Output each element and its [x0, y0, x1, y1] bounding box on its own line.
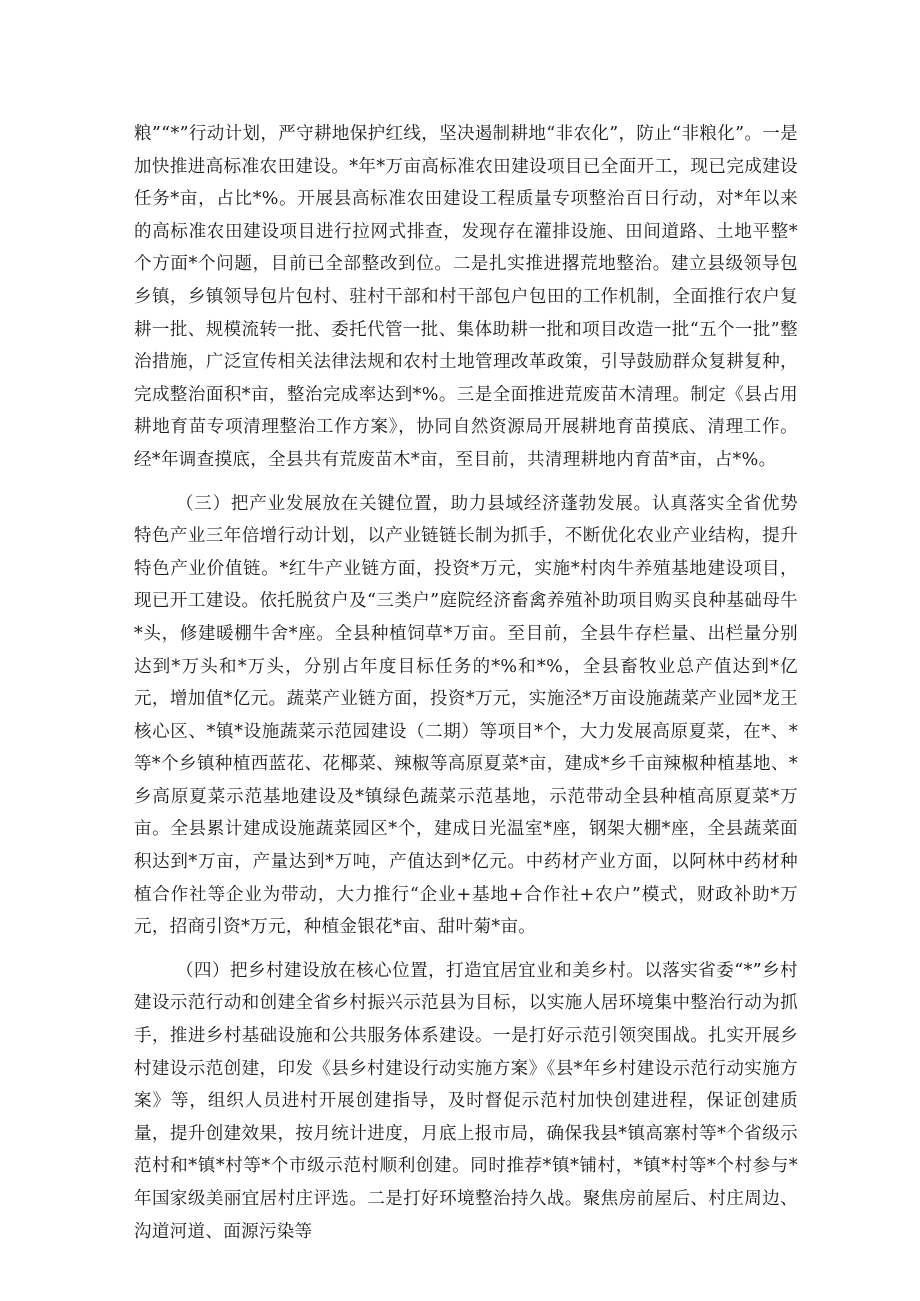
paragraph-rural-construction: （四）把乡村建设放在核心位置，打造宜居宜业和美乡村。以落实省委“*”乡村建设示范行动和创建全省乡村振兴示范县为目标，以实施人居环境集中整治行动为抓手，推进乡村基础设施和公共服务体系建设。一是打好示范引领突围战。扎实开展乡村建设示范创建，印发《县乡村建设行动实施方案》《县*年乡村建设示范行动实施方案》等，组织人员进村开展创建指导，及时督促示范村加快创建进程，保证创建质量，提升创建效果，按月统计进度，月底上报市局，确保我县*镇高寨村等*个省级示范村和*镇*村等*个市级示范村顺利创建。同时推荐*镇*铺村，*镇*村等*个村参与*年国家级美丽宜居村庄评选。二是打好环境整治持久战。聚焦房前屋后、村庄周边、沟道河道、面源污染等	[134, 960, 798, 1242]
paragraph-industry-development: （三）把产业发展放在关键位置，助力县域经济蓬勃发展。认真落实全省优势特色产业三年倍增行动计划，以产业链链长制为抓手，不断优化农业产业结构，提升特色产业价值链。*红牛产业链方面，投资*万元，实施*村肉牛养殖基地建设项目，现已开工建设。依托脱贫户及“三类户”庭院经济畜禽养殖补助项目购买良种基础母牛*头，修建暖棚牛舍*座。全县种植饲草*万亩。至目前，全县牛存栏量、出栏量分别达到*万头和*万头，分别占年度目标任务的*%和*%，全县畜牧业总产值达到*亿元，增加值*亿元。蔬菜产业链方面，投资*万元，实施泾*万亩设施蔬菜产业园*龙王核心区、*镇*设施蔬菜示范园建设（二期）等项目*个，大力发展高原夏菜，在*、*等*个乡镇种植西蓝花、花椰菜、辣椒等高原夏菜*亩，建成*乡千亩辣椒种植基地、*乡高原夏菜示范基地建设及*镇绿色蔬菜示范基地，示范带动全县种植高原夏菜*万亩。全县累计建成设施蔬菜园区*个，建成日光温室*座，钢架大棚*座，全县蔬菜面积达到*万亩，产量达到*万吨，产值达到*亿元。中药材产业方面，以阿林中药材种植合作社等企业为带动，大力推行“企业+基地+合作社+农户”模式，财政补助*万元，招商引资*万元，种植金银花*亩、甜叶菊*亩。	[134, 493, 798, 938]
paragraph-farmland-protection: 粮”“*”行动计划，严守耕地保护红线，坚决遏制耕地“非农化”，防止“非粮化”。一是加快推进高标准农田建设。*年*万亩高标准农田建设项目已全面开工，现已完成建设任务*亩，占比*%。开展县高标准农田建设工程质量专项整治百日行动，对*年以来的高标准农田建设项目进行拉网式排查，发现存在灌排设施、田间道路、土地平整*个方面*个问题，目前已全部整改到位。二是扎实推进撂荒地整治。建立县级领导包乡镇，乡镇领导包片包村、驻村干部和村干部包户包田的工作机制，全面推行农户复耕一批、规模流转一批、委托代管一批、集体助耕一批和项目改造一批“五个一批”整治措施，广泛宣传相关法律法规和农村土地管理改革政策，引导鼓励群众复耕复种，完成整治面积*亩，整治完成率达到*%。三是全面推进荒废苗木清理。制定《县占用耕地育苗专项清理整治工作方案》，协同自然资源局开展耕地育苗摸底、清理工作。经*年调查摸底，全县共有荒废苗木*亩，至目前，共清理耕地内育苗*亩，占*%。	[134, 124, 798, 470]
document-page	[134, 118, 798, 1248]
